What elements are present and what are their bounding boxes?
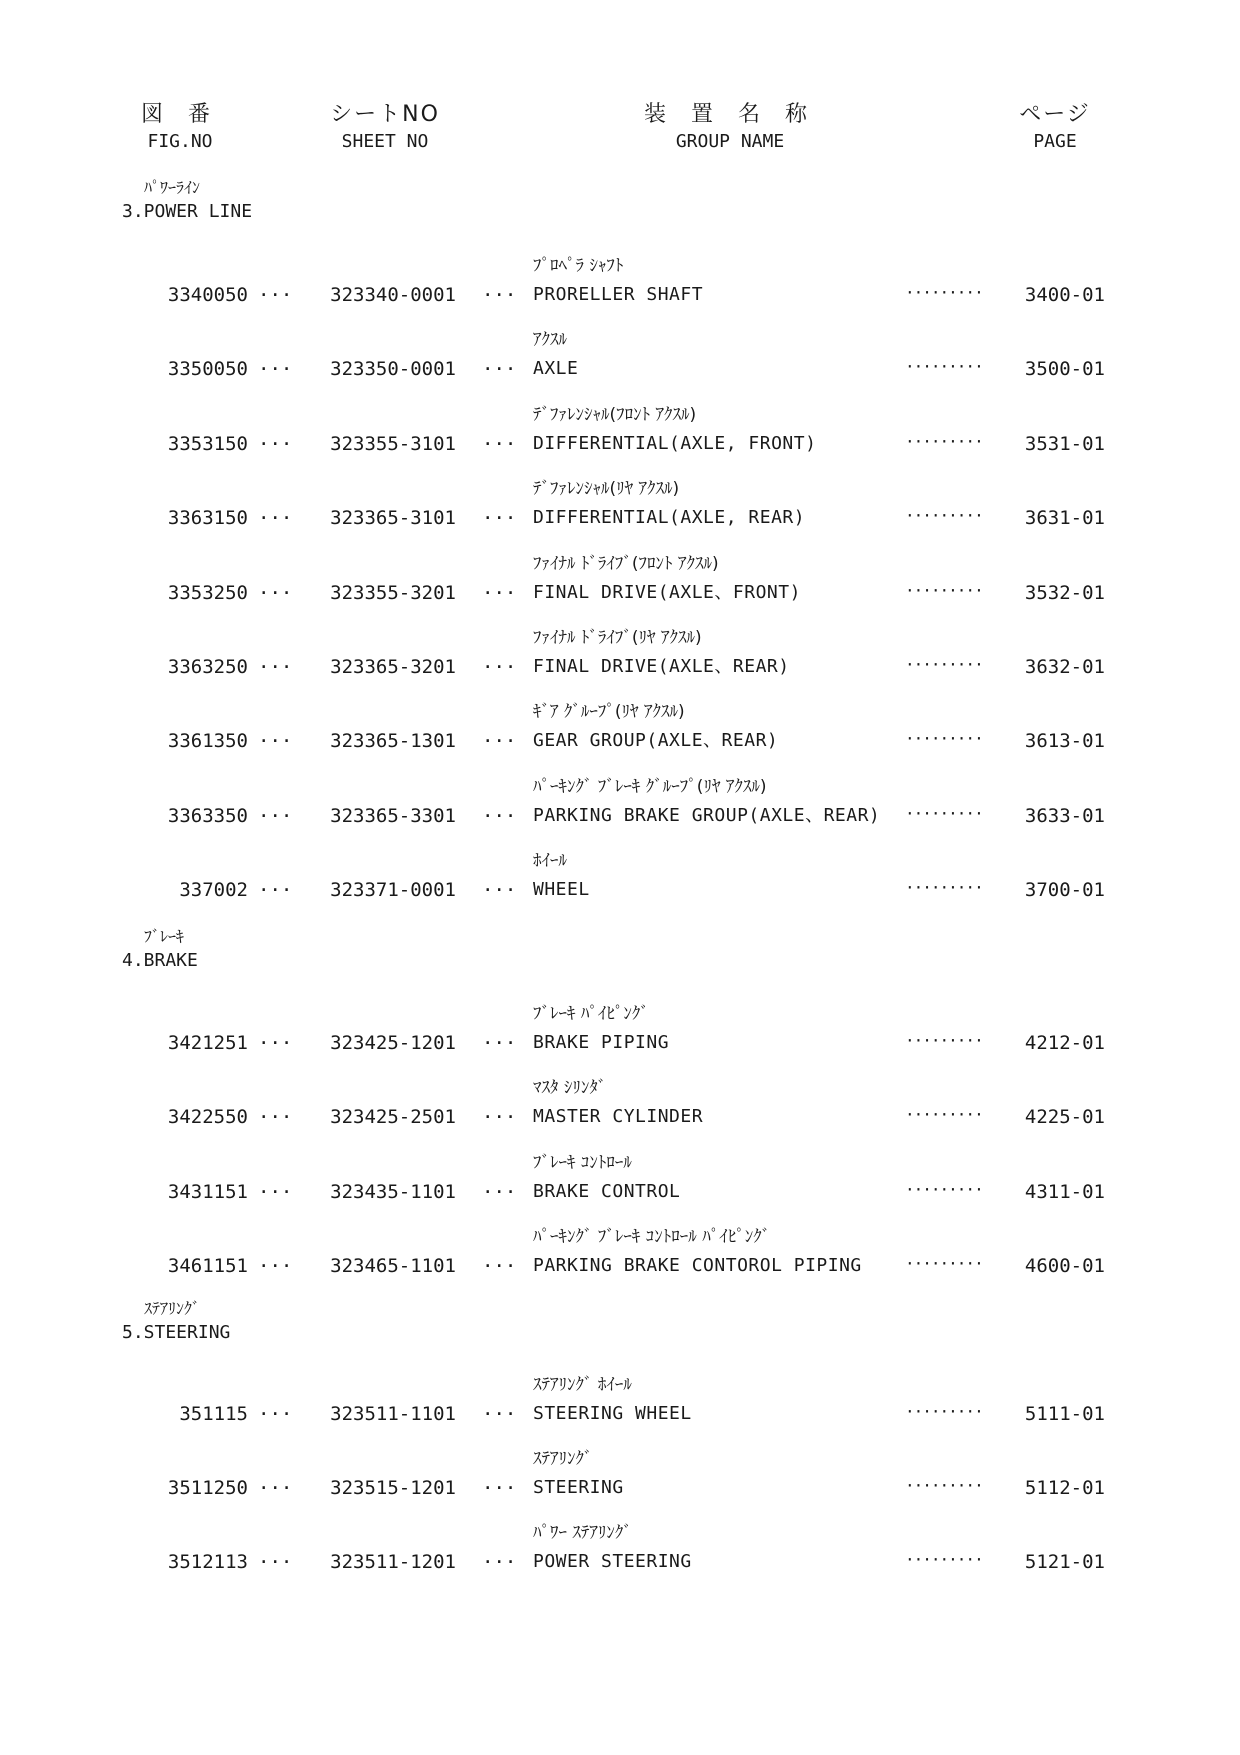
section-kana: ﾌﾞﾚｰｷ xyxy=(144,927,185,946)
section-heading xyxy=(122,176,252,224)
fig-no: 3363150 xyxy=(167,507,248,529)
page-ref: 5121-01 xyxy=(1024,1551,1105,1573)
page-ref: 5112-01 xyxy=(1024,1477,1105,1499)
fig-no-header-en: FIG.NO xyxy=(147,131,213,152)
group-name: STEERING WHEEL xyxy=(533,1403,692,1424)
group-name-header xyxy=(610,102,850,154)
fig-no: 351115 xyxy=(179,1403,248,1425)
fig-no: 3353150 xyxy=(167,433,248,455)
leader-dots: ········· xyxy=(905,581,983,600)
separator-dots: ··· xyxy=(258,284,293,306)
fig-no: 3350050 xyxy=(167,358,248,380)
group-name-kana: ﾊﾟｰｷﾝｸﾞ ﾌﾞﾚｰｷ ｸﾞﾙｰﾌﾟ(ﾘﾔ ｱｸｽﾙ) xyxy=(533,777,767,797)
leader-dots: ········· xyxy=(905,1031,983,1050)
sheet-no: 323365-3301 xyxy=(330,805,456,827)
separator-dots: ··· xyxy=(482,507,517,529)
sheet-no-header-en: SHEET NO xyxy=(341,131,429,152)
section-kana: ﾊﾟﾜｰﾗｲﾝ xyxy=(144,178,201,197)
group-name: STEERING xyxy=(533,1477,624,1498)
sheet-no: 323435-1101 xyxy=(330,1181,456,1203)
page-header-jp: ページ xyxy=(1019,102,1091,127)
page-ref: 4225-01 xyxy=(1024,1106,1105,1128)
sheet-no: 323355-3101 xyxy=(330,433,456,455)
section-title: 3.POWER LINE xyxy=(122,201,253,222)
separator-dots: ··· xyxy=(482,879,517,901)
separator-dots: ··· xyxy=(258,656,293,678)
separator-dots: ··· xyxy=(258,1477,293,1499)
separator-dots: ··· xyxy=(258,805,293,827)
fig-no: 3512113 xyxy=(167,1551,248,1573)
separator-dots: ··· xyxy=(482,1551,517,1573)
leader-dots: ········· xyxy=(905,506,983,525)
separator-dots: ··· xyxy=(482,730,517,752)
page-header xyxy=(990,102,1120,154)
group-name-kana: ﾊﾟｰｷﾝｸﾞ ﾌﾞﾚｰｷ ｺﾝﾄﾛｰﾙ ﾊﾟｲﾋﾟﾝｸﾞ xyxy=(533,1227,771,1247)
group-name: MASTER CYLINDER xyxy=(533,1106,704,1127)
sheet-no: 323371-0001 xyxy=(330,879,456,901)
index-row xyxy=(0,551,1240,611)
sheet-no: 323350-0001 xyxy=(330,358,456,380)
page-ref: 3700-01 xyxy=(1024,879,1105,901)
index-row xyxy=(0,1224,1240,1284)
index-row xyxy=(0,774,1240,834)
sheet-no: 323465-1101 xyxy=(330,1255,456,1277)
group-name-kana: ｱｸｽﾙ xyxy=(533,330,567,350)
leader-dots: ········· xyxy=(905,655,983,674)
leader-dots: ········· xyxy=(905,1402,983,1421)
separator-dots: ··· xyxy=(482,582,517,604)
group-name-header-jp: 装 置 名 称 xyxy=(644,102,816,127)
index-row xyxy=(0,476,1240,536)
fig-no: 3363250 xyxy=(167,656,248,678)
separator-dots: ··· xyxy=(482,1032,517,1054)
index-row xyxy=(0,327,1240,387)
leader-dots: ········· xyxy=(905,1476,983,1495)
page-ref: 4212-01 xyxy=(1024,1032,1105,1054)
section-title: 5.STEERING xyxy=(122,1322,231,1343)
page-ref: 4311-01 xyxy=(1024,1181,1105,1203)
separator-dots: ··· xyxy=(258,1032,293,1054)
group-name-kana: ﾌﾞﾚｰｷ ﾊﾟｲﾋﾟﾝｸﾞ xyxy=(533,1004,649,1024)
fig-no: 337002 xyxy=(179,879,248,901)
separator-dots: ··· xyxy=(258,507,293,529)
sheet-no: 323355-3201 xyxy=(330,582,456,604)
leader-dots: ········· xyxy=(905,878,983,897)
fig-no: 3431151 xyxy=(167,1181,248,1203)
separator-dots: ··· xyxy=(258,730,293,752)
page-ref: 3631-01 xyxy=(1024,507,1105,529)
group-name-kana: ﾊﾟﾜｰ ｽﾃｱﾘﾝｸﾞ xyxy=(533,1523,632,1543)
index-row xyxy=(0,1075,1240,1135)
leader-dots: ········· xyxy=(905,1105,983,1124)
group-name-kana: ﾃﾞﾌｧﾚﾝｼｬﾙ(ﾌﾛﾝﾄ ｱｸｽﾙ) xyxy=(533,405,697,425)
group-name: PARKING BRAKE GROUP(AXLE、REAR) xyxy=(533,805,881,826)
separator-dots: ··· xyxy=(482,433,517,455)
fig-no-header-jp: 図 番 xyxy=(141,102,219,127)
group-name: DIFFERENTIAL(AXLE, FRONT) xyxy=(533,433,817,454)
group-name: PARKING BRAKE CONTOROL PIPING xyxy=(533,1255,862,1276)
fig-no: 3511250 xyxy=(167,1477,248,1499)
section-kana: ｽﾃｱﾘﾝｸﾞ xyxy=(144,1299,201,1318)
section-heading xyxy=(122,1297,230,1345)
group-name-kana: ﾌﾟﾛﾍﾟﾗ ｼｬﾌﾄ xyxy=(533,256,624,276)
group-name: PRORELLER SHAFT xyxy=(533,284,704,305)
fig-no: 3363350 xyxy=(167,805,248,827)
sheet-no: 323365-1301 xyxy=(330,730,456,752)
separator-dots: ··· xyxy=(258,582,293,604)
leader-dots: ········· xyxy=(905,1180,983,1199)
fig-no: 3421251 xyxy=(167,1032,248,1054)
group-name-kana: ﾌﾞﾚｰｷ ｺﾝﾄﾛｰﾙ xyxy=(533,1153,632,1173)
separator-dots: ··· xyxy=(258,358,293,380)
leader-dots: ········· xyxy=(905,729,983,748)
section-heading xyxy=(122,925,198,973)
group-name: BRAKE CONTROL xyxy=(533,1181,681,1202)
group-name-kana: ﾏｽﾀ ｼﾘﾝﾀﾞ xyxy=(533,1078,607,1098)
page-ref: 3632-01 xyxy=(1024,656,1105,678)
sheet-no: 323365-3201 xyxy=(330,656,456,678)
page-ref: 3500-01 xyxy=(1024,358,1105,380)
fig-no: 3340050 xyxy=(167,284,248,306)
separator-dots: ··· xyxy=(482,1106,517,1128)
group-name: AXLE xyxy=(533,358,579,379)
sheet-no: 323365-3101 xyxy=(330,507,456,529)
separator-dots: ··· xyxy=(482,1403,517,1425)
page-ref: 3400-01 xyxy=(1024,284,1105,306)
separator-dots: ··· xyxy=(258,1181,293,1203)
group-name: POWER STEERING xyxy=(533,1551,692,1572)
separator-dots: ··· xyxy=(258,1255,293,1277)
sheet-no: 323425-1201 xyxy=(330,1032,456,1054)
index-row xyxy=(0,848,1240,908)
separator-dots: ··· xyxy=(258,1106,293,1128)
fig-no: 3361350 xyxy=(167,730,248,752)
index-row xyxy=(0,253,1240,313)
index-row xyxy=(0,402,1240,462)
leader-dots: ········· xyxy=(905,804,983,823)
index-row xyxy=(0,1446,1240,1506)
group-name: WHEEL xyxy=(533,879,590,900)
fig-no: 3422550 xyxy=(167,1106,248,1128)
separator-dots: ··· xyxy=(482,1477,517,1499)
fig-no-header xyxy=(110,102,250,154)
index-row xyxy=(0,1001,1240,1061)
index-row xyxy=(0,1520,1240,1580)
group-name: GEAR GROUP(AXLE、REAR) xyxy=(533,730,779,751)
group-name-kana: ﾎｲｰﾙ xyxy=(533,851,567,871)
leader-dots: ········· xyxy=(905,1254,983,1273)
index-row xyxy=(0,1150,1240,1210)
leader-dots: ········· xyxy=(905,357,983,376)
separator-dots: ··· xyxy=(482,1181,517,1203)
fig-no: 3353250 xyxy=(167,582,248,604)
page-ref: 4600-01 xyxy=(1024,1255,1105,1277)
sheet-no-header xyxy=(305,102,465,154)
section-title: 4.BRAKE xyxy=(122,950,198,971)
separator-dots: ··· xyxy=(482,284,517,306)
separator-dots: ··· xyxy=(258,879,293,901)
group-name-kana: ﾃﾞﾌｧﾚﾝｼｬﾙ(ﾘﾔ ｱｸｽﾙ) xyxy=(533,479,680,499)
index-row xyxy=(0,699,1240,759)
page-ref: 3532-01 xyxy=(1024,582,1105,604)
group-name: FINAL DRIVE(AXLE、REAR) xyxy=(533,656,790,677)
group-name: BRAKE PIPING xyxy=(533,1032,670,1053)
separator-dots: ··· xyxy=(482,805,517,827)
leader-dots: ········· xyxy=(905,1550,983,1569)
sheet-no: 323340-0001 xyxy=(330,284,456,306)
group-name-kana: ﾌｧｲﾅﾙ ﾄﾞﾗｲﾌﾞ(ﾌﾛﾝﾄ ｱｸｽﾙ) xyxy=(533,554,719,574)
page-ref: 3633-01 xyxy=(1024,805,1105,827)
group-name: FINAL DRIVE(AXLE、FRONT) xyxy=(533,582,801,603)
separator-dots: ··· xyxy=(258,1551,293,1573)
leader-dots: ········· xyxy=(905,283,983,302)
index-row xyxy=(0,625,1240,685)
leader-dots: ········· xyxy=(905,432,983,451)
fig-no: 3461151 xyxy=(167,1255,248,1277)
group-name-kana: ｽﾃｱﾘﾝｸﾞ ﾎｲｰﾙ xyxy=(533,1375,632,1395)
separator-dots: ··· xyxy=(258,433,293,455)
page-ref: 3613-01 xyxy=(1024,730,1105,752)
index-row xyxy=(0,1372,1240,1432)
group-name-header-en: GROUP NAME xyxy=(675,131,785,152)
page-ref: 3531-01 xyxy=(1024,433,1105,455)
sheet-no: 323515-1201 xyxy=(330,1477,456,1499)
group-name: DIFFERENTIAL(AXLE, REAR) xyxy=(533,507,806,528)
sheet-no-header-jp: シートNO xyxy=(330,102,440,127)
page-header-en: PAGE xyxy=(1033,131,1077,152)
group-name-kana: ﾌｧｲﾅﾙ ﾄﾞﾗｲﾌﾞ(ﾘﾔ ｱｸｽﾙ) xyxy=(533,628,702,648)
separator-dots: ··· xyxy=(258,1403,293,1425)
separator-dots: ··· xyxy=(482,656,517,678)
sheet-no: 323425-2501 xyxy=(330,1106,456,1128)
group-name-kana: ｷﾞｱ ｸﾞﾙｰﾌﾟ(ﾘﾔ ｱｸｽﾙ) xyxy=(533,702,685,722)
sheet-no: 323511-1201 xyxy=(330,1551,456,1573)
separator-dots: ··· xyxy=(482,358,517,380)
separator-dots: ··· xyxy=(482,1255,517,1277)
page-ref: 5111-01 xyxy=(1024,1403,1105,1425)
sheet-no: 323511-1101 xyxy=(330,1403,456,1425)
group-name-kana: ｽﾃｱﾘﾝｸﾞ xyxy=(533,1449,593,1469)
